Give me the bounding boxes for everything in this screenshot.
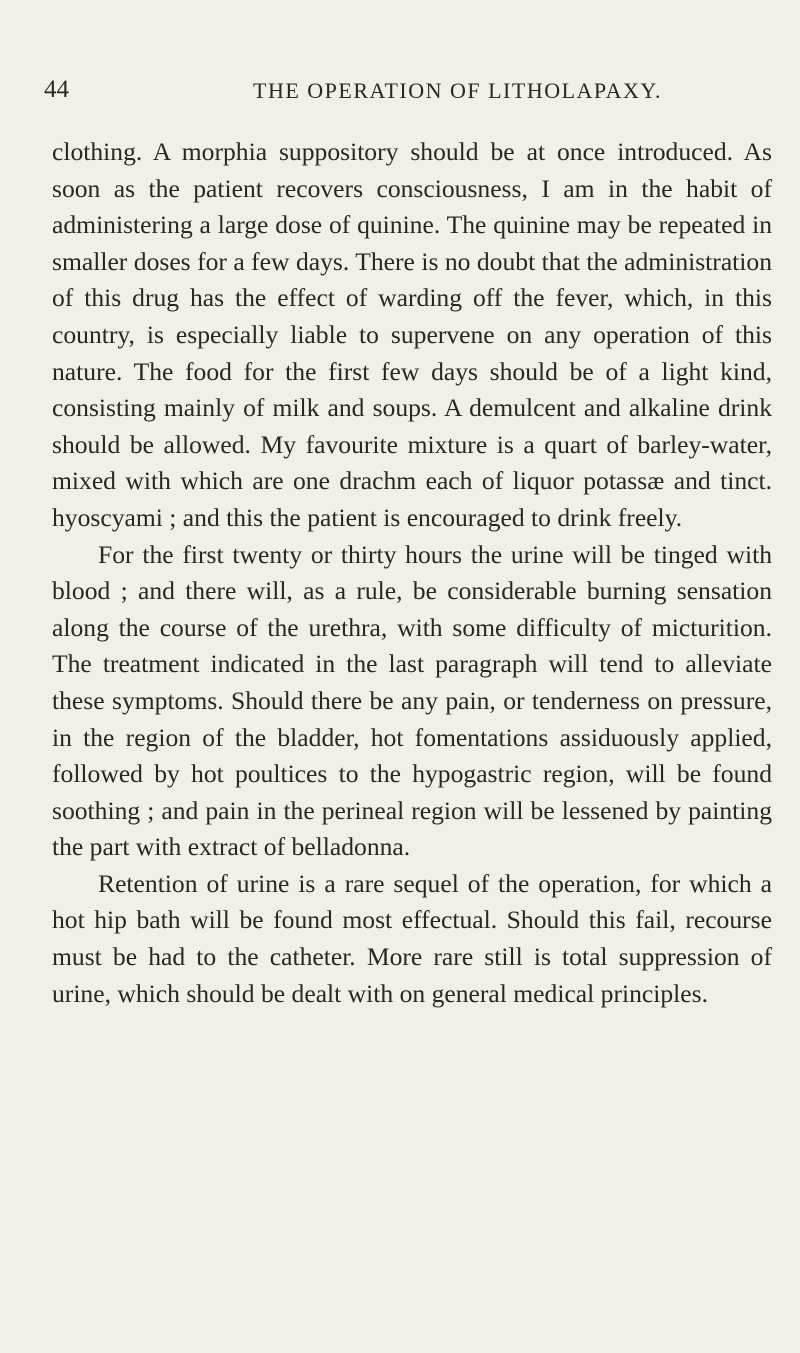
running-title: THE OPERATION OF LITHOLAPAXY. [253, 78, 662, 103]
page-number: 44 [44, 76, 69, 103]
paragraph-1: clothing. A morphia suppository should be at once introduced. As soon as the patient recovers consciousness, I am in the habit of administering a large dose of quinine. The quinine may be repeated in smaller doses for a few days. There is no doubt that the administration of this drug has the effect of warding off the fever, which, in this country, is especially liable to supervene on any operation of this nature. The food for the first few days should be of a light kind, consisting mainly of milk and soups. A demulcent and alkaline drink should be allowed. My favourite mixture is a quart of barley-water, mixed with which are one drachm each of liquor potassæ and tinct. hyoscyami ; and this the patient is encouraged to drink freely. [52, 137, 772, 532]
body-text [52, 134, 772, 1012]
page-header [44, 76, 760, 106]
paragraph-2: For the first twenty or thirty hours the urine will be tinged with blood ; and there will, as a rule, be considerable burning sensation along the course of the urethra, with some difficulty of micturition. The treatment indicated in the last paragraph will tend to alleviate these symptoms. Should there be any pain, or tenderness on pressure, in the region of the bladder, hot fomentations assiduously applied, followed by hot poultices to the hypogastric region, will be found soothing ; and pain in the perineal region will be lessened by painting the part with extract of belladonna. [52, 539, 772, 862]
paragraph-3: Retention of urine is a rare sequel of the operation, for which a hot hip bath will be found most effectual. Should this fail, recourse must be had to the catheter. More rare still is total suppression of urine, which should be dealt with on general medical principles. [52, 868, 772, 1008]
